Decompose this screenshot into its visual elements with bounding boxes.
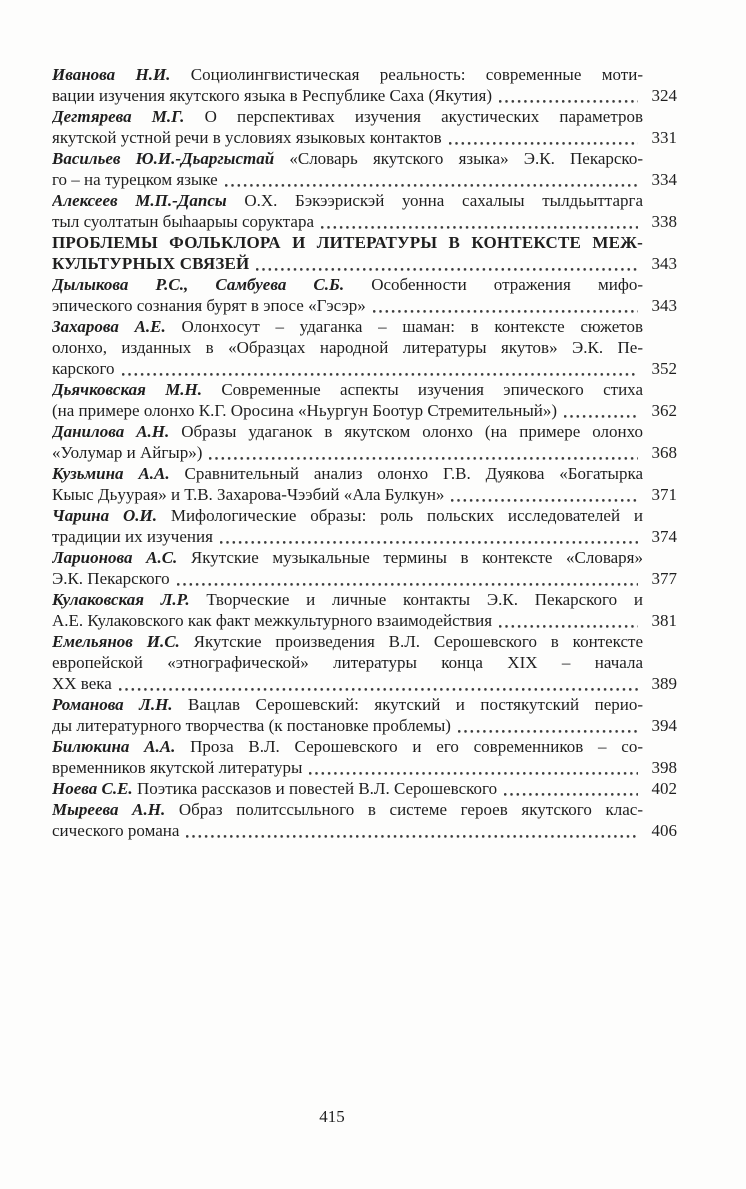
- page-ref: 324: [651, 86, 677, 105]
- dot-leader: [256, 268, 638, 271]
- toc-line-text: [52, 694, 643, 715]
- entry-title-text: тыл суолтатын быһаарыы соруктара: [52, 212, 315, 231]
- author-name: Данилова А.Н.: [52, 422, 170, 441]
- entry-title-text: Сравнительный анализ олонхо Г.В. Дуякова «Богатырка: [169, 464, 643, 483]
- author-name: Емельянов И.С.: [52, 632, 180, 651]
- entry-title-text: Современные аспекты изучения эпического стиха: [202, 380, 643, 399]
- toc-entry-line: [52, 526, 677, 547]
- toc-entry-line: [52, 568, 677, 589]
- toc-entry-line: [52, 715, 677, 736]
- toc-line-text: [52, 631, 643, 652]
- toc-entry-line: [52, 190, 677, 211]
- entry-title-text: Якутские музыкальные термины в контексте «Словаря»: [177, 548, 643, 567]
- toc-line-text: [52, 295, 366, 316]
- page-ref: 362: [651, 401, 677, 420]
- toc-entry-line: [52, 127, 677, 148]
- toc-line-text: [52, 484, 444, 505]
- dot-leader: [499, 100, 638, 103]
- toc-section-heading-line: [52, 253, 677, 274]
- toc-line-text: [52, 337, 643, 358]
- author-name: Дегтярева М.Г.: [52, 107, 185, 126]
- dot-leader: [186, 835, 638, 838]
- author-name: Дьячковская М.Н.: [52, 380, 203, 399]
- author-name: Ноева С.Е.: [52, 779, 133, 798]
- toc-line-text: [52, 799, 643, 820]
- dot-leader: [122, 373, 638, 376]
- entry-title-text: «Уолумар и Айгыр»): [52, 443, 203, 462]
- dot-leader: [449, 142, 638, 145]
- toc-entry-line: [52, 337, 677, 358]
- toc-line-text: [52, 148, 643, 169]
- toc-line-text: [52, 505, 643, 526]
- toc-entry-line: [52, 652, 677, 673]
- toc-line-text: [52, 463, 643, 484]
- toc-entry-line: [52, 106, 677, 127]
- toc-line-text: [52, 379, 643, 400]
- entry-title-text: Э.К. Пекарского: [52, 569, 170, 588]
- toc-line-text: [52, 610, 492, 631]
- page-ref: 389: [651, 674, 677, 693]
- entry-title-text: Якутские произведения В.Л. Серошевского в контексте: [179, 632, 643, 651]
- dot-leader: [309, 772, 638, 775]
- entry-title-text: Образ политссыльного в системе героев якутского клас-: [165, 800, 643, 819]
- author-name: Ларионова А.С.: [52, 548, 178, 567]
- toc-line-text: [52, 274, 643, 295]
- toc-line-text: [52, 442, 202, 463]
- entry-title-text: Проза В.Л. Серошевского и его современников – со-: [175, 737, 644, 756]
- toc-line-text: [52, 64, 643, 85]
- toc-entry-line: [52, 589, 677, 610]
- page-ref: 402: [651, 779, 677, 798]
- dot-leader: [119, 688, 638, 691]
- entry-title-text: Творческие и личные контакты Э.К. Пекарского и: [189, 590, 643, 609]
- page-ref: 374: [651, 527, 677, 546]
- folio-page-number: 415: [319, 1107, 345, 1126]
- toc-entry-line: [52, 211, 677, 232]
- toc-line-text: [52, 85, 492, 106]
- author-name: Билюкина А.А.: [52, 737, 176, 756]
- entry-title-text: карского: [52, 359, 115, 378]
- entry-title-text: Мифологические образы: роль польских исследователей и: [156, 506, 644, 525]
- entry-title-text: традиции их изучения: [52, 527, 213, 546]
- toc-line-text: [52, 652, 643, 673]
- entry-title-text: якутской устной речи в условиях языковых контактов: [52, 128, 442, 147]
- dot-leader: [458, 730, 638, 733]
- toc-line-text: [52, 757, 302, 778]
- author-name: Дылыкова Р.С., Самбуева С.Б.: [52, 275, 345, 294]
- entry-title-text: вации изучения якутского языка в Республике Саха (Якутия): [52, 86, 492, 105]
- toc-entry-line: [52, 799, 677, 820]
- entry-title-text: (на примере олонхо К.Г. Оросина «Ньургун Боотур Стремительный»): [52, 401, 558, 420]
- toc-line-text: [52, 232, 643, 253]
- toc-entry-line: [52, 736, 677, 757]
- page-ref: 398: [651, 758, 677, 777]
- dot-leader: [373, 310, 638, 313]
- dot-leader: [451, 499, 638, 502]
- toc-line-text: [52, 589, 643, 610]
- author-name: Чарина О.И.: [52, 506, 157, 525]
- dot-leader: [177, 583, 638, 586]
- page-ref: 381: [651, 611, 677, 630]
- entry-title-text: временников якутской литературы: [52, 758, 303, 777]
- dot-leader: [220, 541, 638, 544]
- section-heading-text: КУЛЬТУРНЫХ СВЯЗЕЙ: [52, 254, 250, 273]
- toc-entry-line: [52, 379, 677, 400]
- toc-entry-line: [52, 694, 677, 715]
- toc-line-text: [52, 715, 451, 736]
- entry-title-text: О.Х. Бэкээрискэй уонна сахалыы тылдьыттарга: [226, 191, 644, 210]
- author-name: Иванова Н.И.: [52, 65, 171, 84]
- entry-title-text: Поэтика рассказов и повестей В.Л. Серошевского: [132, 779, 498, 798]
- toc-entry-line: [52, 85, 677, 106]
- dot-leader: [209, 457, 638, 460]
- entry-title-text: олонхо, изданных в «Образцах народной литературы якутов» Э.К. Пе-: [52, 338, 643, 357]
- section-heading-text: ПРОБЛЕМЫ ФОЛЬКЛОРА И ЛИТЕРАТУРЫ В КОНТЕКСТЕ МЕЖ-: [52, 233, 643, 252]
- toc-entry-line: [52, 316, 677, 337]
- toc-entry-line: [52, 442, 677, 463]
- toc-entry-line: [52, 610, 677, 631]
- toc-entry-line: [52, 274, 677, 295]
- toc-line-text: [52, 211, 314, 232]
- toc-line-text: [52, 106, 643, 127]
- toc-line-text: [52, 358, 115, 379]
- toc-line-text: [52, 316, 643, 337]
- toc-entry-line: [52, 463, 677, 484]
- entry-title-text: европейской «этнографической» литературы конца XIX – начала: [52, 653, 643, 672]
- toc-entry-line: [52, 64, 677, 85]
- toc-entry-line: [52, 547, 677, 568]
- entry-title-text: Социолингвистическая реальность: современные моти-: [170, 65, 643, 84]
- toc-entry-line: [52, 421, 677, 442]
- toc-entry-line: [52, 505, 677, 526]
- toc-entry-line: [52, 358, 677, 379]
- toc-line-text: [52, 820, 179, 841]
- page-ref: 352: [651, 359, 677, 378]
- toc-entry-line: [52, 757, 677, 778]
- dot-leader: [499, 625, 638, 628]
- page-ref: 331: [651, 128, 677, 147]
- page-ref: 343: [651, 254, 677, 273]
- entry-title-text: Кыыс Дьуурая» и Т.В. Захарова-Чээбий «Ала Булкун»: [52, 485, 445, 504]
- entry-title-text: О перспективах изучения акустических параметров: [184, 107, 643, 126]
- dot-leader: [564, 415, 638, 418]
- page-ref: 343: [651, 296, 677, 315]
- toc-list: [52, 64, 677, 841]
- toc-line-text: [52, 736, 643, 757]
- toc-entry-line: [52, 295, 677, 316]
- author-name: Романова Л.Н.: [52, 695, 173, 714]
- entry-title-text: Олонхосут – удаганка – шаман: в контексте сюжетов: [165, 317, 643, 336]
- entry-title-text: го – на турецком языке: [52, 170, 218, 189]
- entry-title-text: Особенности отражения мифо-: [344, 275, 643, 294]
- toc-entry-line: [52, 400, 677, 421]
- toc-entry-line: [52, 673, 677, 694]
- dot-leader: [225, 184, 638, 187]
- toc-line-text: [52, 253, 249, 274]
- toc-entry-line: [52, 778, 677, 799]
- toc-entry-line: [52, 148, 677, 169]
- page-ref: 406: [651, 821, 677, 840]
- toc-line-text: [52, 127, 442, 148]
- toc-entry-line: [52, 169, 677, 190]
- toc-entry-line: [52, 631, 677, 652]
- page-ref: 334: [651, 170, 677, 189]
- toc-line-text: [52, 673, 112, 694]
- entry-title-text: XX века: [52, 674, 112, 693]
- author-name: Кулаковская Л.Р.: [52, 590, 190, 609]
- toc-line-text: [52, 169, 218, 190]
- author-name: Мыреева А.Н.: [52, 800, 166, 819]
- toc-line-text: [52, 778, 497, 799]
- toc-entry-line: [52, 820, 677, 841]
- author-name: Кузьмина А.А.: [52, 464, 170, 483]
- toc-section-heading-line: [52, 232, 677, 253]
- entry-title-text: Вацлав Серошевский: якутский и постякутский перио-: [172, 695, 643, 714]
- page-ref: 371: [651, 485, 677, 504]
- author-name: Захарова А.Е.: [52, 317, 166, 336]
- toc-line-text: [52, 568, 170, 589]
- toc-line-text: [52, 190, 643, 211]
- dot-leader: [504, 793, 638, 796]
- entry-title-text: эпического сознания бурят в эпосе «Гэсэр»: [52, 296, 366, 315]
- entry-title-text: сического романа: [52, 821, 180, 840]
- entry-title-text: А.Е. Кулаковского как факт межкультурного взаимодействия: [52, 611, 493, 630]
- dot-leader: [321, 226, 638, 229]
- page-ref: 368: [651, 443, 677, 462]
- toc-line-text: [52, 421, 643, 442]
- toc-line-text: [52, 526, 213, 547]
- toc-entry-line: [52, 484, 677, 505]
- toc-line-text: [52, 400, 557, 421]
- author-name: Алексеев М.П.-Дапсы: [52, 191, 227, 210]
- toc-line-text: [52, 547, 643, 568]
- entry-title-text: Образы удаганок в якутском олонхо (на примере олонхо: [169, 422, 643, 441]
- author-name: Васильев Ю.И.-Дьаргыстай: [52, 149, 275, 168]
- page-ref: 338: [651, 212, 677, 231]
- entry-title-text: ды литературного творчества (к постановке проблемы): [52, 716, 451, 735]
- entry-title-text: «Словарь якутского языка» Э.К. Пекарско-: [274, 149, 643, 168]
- page-ref: 377: [651, 569, 677, 588]
- page-ref: 394: [651, 716, 677, 735]
